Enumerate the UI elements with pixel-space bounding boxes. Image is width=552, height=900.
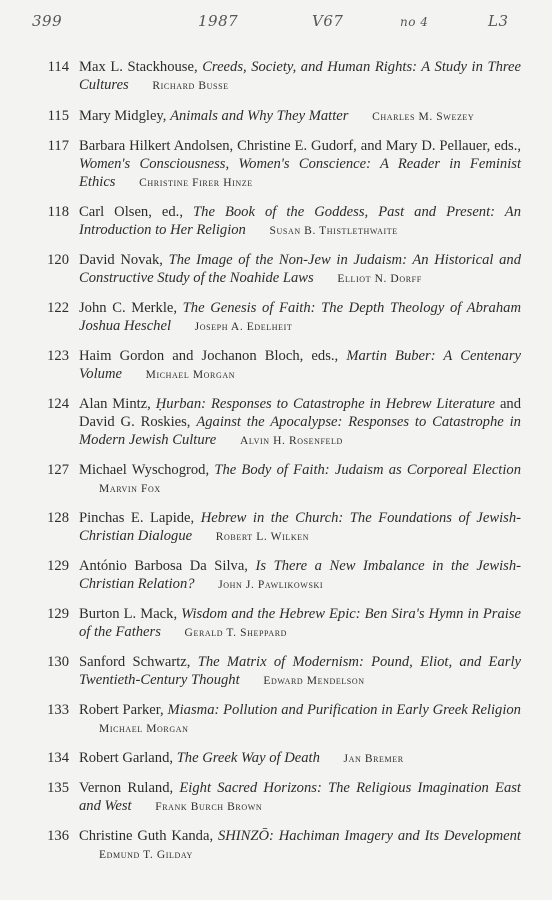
- review-entry: [0, 827, 552, 864]
- review-entry: [0, 779, 552, 816]
- review-entry: [0, 605, 552, 642]
- entry-text: [79, 203, 521, 240]
- book-title: Women's Consciousness, Women's Conscience: A Reader in Feminist Ethics: [79, 156, 521, 190]
- book-title: Martin Buber: A Centenary Volume: [79, 348, 522, 382]
- book-title-2: Against the Apocalypse: Responses to Catastrophe in Modern Jewish Culture: [79, 414, 521, 448]
- book-title: SHINZŌ: Hachiman Imagery and Its Development: [217, 828, 521, 844]
- book-title: Is There a New Imbalance in the Jewish-Christian Relation?: [79, 558, 521, 592]
- entry-text: [79, 347, 521, 384]
- page-number: 118: [47, 204, 69, 220]
- page-number: 114: [47, 59, 69, 75]
- page-number: 115: [47, 108, 69, 124]
- review-entry: [0, 557, 552, 594]
- book-author: Michael Wyschogrod,: [79, 462, 210, 478]
- book-author: Carl Olsen, ed.,: [79, 204, 183, 220]
- entry-text: [79, 395, 521, 450]
- review-entry: [0, 107, 552, 126]
- book-title: The Genesis of Faith: The Depth Theology of Abraham Joshua Heschel: [79, 300, 521, 334]
- book-author: Alan Mintz,: [79, 396, 151, 412]
- book-title: Eight Sacred Horizons: The Religious Imagination East and West: [79, 780, 521, 814]
- reviewer-name: Frank Burch Brown: [155, 801, 263, 813]
- book-title: The Book of the Goddess, Past and Present: An Introduction to Her Religion: [79, 204, 521, 238]
- book-author: Sanford Schwartz,: [79, 654, 191, 670]
- book-author: Vernon Ruland,: [79, 780, 174, 796]
- entry-text: [79, 299, 521, 336]
- book-author: Robert Garland,: [79, 750, 174, 766]
- review-entry: [0, 251, 552, 288]
- reviewer-name: Michael Morgan: [145, 369, 236, 381]
- entry-text: [79, 605, 521, 642]
- page-number: 135: [47, 780, 69, 796]
- page-number: 130: [47, 654, 69, 670]
- book-author: Burton L. Mack,: [79, 606, 178, 622]
- book-author: Barbara Hilkert Andolsen, Christine E. Gudorf, and Mary D. Pellauer, eds.,: [79, 138, 521, 154]
- review-entry: [0, 461, 552, 498]
- reviewer-name: Edward Mendelson: [263, 675, 365, 687]
- book-author: Max L. Stackhouse,: [79, 59, 198, 75]
- page-number: 129: [47, 606, 69, 622]
- review-entry: [0, 701, 552, 738]
- page-number: 122: [47, 300, 69, 316]
- book-author: Pinchas E. Lapide,: [79, 510, 195, 526]
- handwritten-annotation-4: no 4: [400, 15, 429, 29]
- entry-text: [79, 107, 521, 126]
- book-title: Hebrew in the Church: The Foundations of Jewish-Christian Dialogue: [79, 510, 521, 544]
- reviewer-name: Robert L. Wilken: [215, 531, 310, 543]
- entry-text: [79, 137, 521, 192]
- reviewer-name: Edmund T. Gilday: [99, 849, 193, 861]
- reviewer-name: Charles M. Swezey: [372, 111, 475, 123]
- handwritten-annotation-5: L3: [488, 12, 509, 30]
- entry-text: [79, 557, 521, 594]
- page-number: 117: [47, 138, 69, 154]
- entry-text: [79, 779, 521, 816]
- reviewer-name: John J. Pawlikowski: [218, 579, 324, 591]
- entry-text: [79, 653, 521, 690]
- reviewer-name: Gerald T. Sheppard: [184, 627, 288, 639]
- book-author: António Barbosa Da Silva,: [79, 558, 248, 574]
- entry-text: [79, 461, 521, 498]
- handwritten-annotation-3: V67: [312, 12, 344, 30]
- reviewer-name: Richard Busse: [152, 80, 229, 92]
- entry-text: [79, 827, 521, 864]
- book-title: The Image of the Non-Jew in Judaism: An Historical and Constructive Study of the Noahide Laws: [79, 252, 521, 286]
- book-author: Christine Guth Kanda,: [79, 828, 214, 844]
- reviewer-name: Jan Bremer: [343, 753, 404, 765]
- review-entry: [0, 395, 552, 450]
- page-number: 128: [47, 510, 69, 526]
- page-number: 129: [47, 558, 69, 574]
- book-author: Mary Midgley,: [79, 108, 167, 124]
- reviewer-name: Michael Morgan: [99, 723, 189, 735]
- book-author: Haim Gordon and Jochanon Bloch, eds.,: [79, 348, 339, 364]
- book-title: The Matrix of Modernism: Pound, Eliot, and Early Twentieth-Century Thought: [79, 654, 521, 688]
- book-author: Robert Parker,: [79, 702, 164, 718]
- page-number: 134: [47, 750, 69, 766]
- entry-text: [79, 701, 521, 738]
- page-number: 120: [47, 252, 69, 268]
- page-number: 123: [47, 348, 69, 364]
- entry-text: [79, 58, 521, 95]
- entry-text: [79, 251, 521, 288]
- reviewer-name: Christine Firer Hinze: [139, 177, 253, 189]
- review-entry: [0, 347, 552, 384]
- entry-text: [79, 509, 521, 546]
- page-number: 127: [47, 462, 69, 478]
- review-entry: [0, 749, 552, 768]
- reviewer-name: Susan B. Thistlethwaite: [269, 225, 398, 237]
- book-title: The Body of Faith: Judaism as Corporeal Election: [214, 462, 521, 478]
- book-title: The Greek Way of Death: [176, 750, 320, 766]
- book-title: Creeds, Society, and Human Rights: A Study in Three Cultures: [79, 59, 521, 93]
- reviewer-name: Elliot N. Dorff: [337, 273, 422, 285]
- review-entry: [0, 299, 552, 336]
- review-entry: [0, 653, 552, 690]
- book-author: David Novak,: [79, 252, 163, 268]
- review-list: [0, 58, 552, 864]
- book-author: John C. Merkle,: [79, 300, 178, 316]
- page-number: 136: [47, 828, 69, 844]
- review-entry: [0, 58, 552, 95]
- review-entry: [0, 137, 552, 192]
- book-author-2: and David G. Roskies,: [79, 396, 522, 430]
- book-title: Ḥurban: Responses to Catastrophe in Hebrew Literature: [155, 396, 495, 412]
- handwritten-annotation-2: 1987: [198, 12, 239, 30]
- reviewer-name: Alvin H. Rosenfeld: [239, 435, 343, 447]
- review-entry: [0, 509, 552, 546]
- handwritten-annotation-1: 399: [32, 12, 63, 30]
- book-title: Animals and Why They Matter: [170, 108, 349, 124]
- reviewer-name: Joseph A. Edelheit: [194, 321, 293, 333]
- book-title: Miasma: Pollution and Purification in Early Greek Religion: [167, 702, 521, 718]
- reviewer-name: Marvin Fox: [99, 483, 161, 495]
- book-title: Wisdom and the Hebrew Epic: Ben Sira's Hymn in Praise of the Fathers: [79, 606, 521, 640]
- entry-text: [79, 749, 521, 768]
- page-number: 133: [47, 702, 69, 718]
- page-number: 124: [47, 396, 69, 412]
- review-entry: [0, 203, 552, 240]
